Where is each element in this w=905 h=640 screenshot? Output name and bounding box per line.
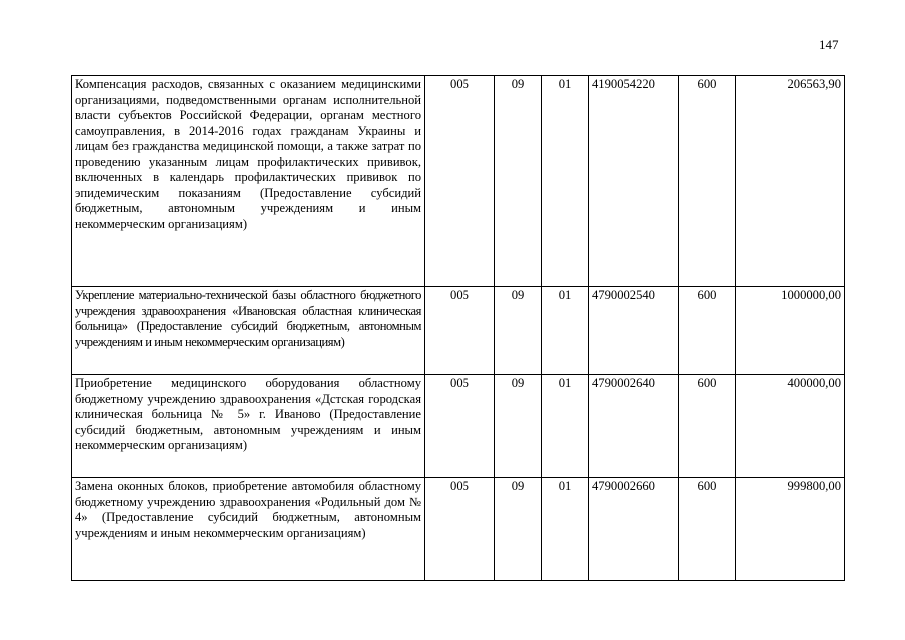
expense-type-code: 600: [679, 76, 736, 287]
target-article-code: 4190054220: [589, 76, 679, 287]
ministry-code: 005: [425, 287, 495, 375]
table-row: [72, 478, 845, 581]
amount-value: 206563,90: [736, 76, 845, 287]
page-number: 147: [819, 37, 839, 52]
section-code: 09: [495, 287, 542, 375]
amount-value: 999800,00: [736, 478, 845, 581]
table-row: [72, 76, 845, 287]
expense-type-code: 600: [679, 287, 736, 375]
target-article-code: 4790002640: [589, 375, 679, 478]
budget-table: [71, 75, 845, 581]
section-code: 09: [495, 76, 542, 287]
subsection-code: 01: [542, 76, 589, 287]
section-code: 09: [495, 375, 542, 478]
amount-value: 400000,00: [736, 375, 845, 478]
ministry-code: 005: [425, 478, 495, 581]
amount-value: 1000000,00: [736, 287, 845, 375]
table-row: [72, 287, 845, 375]
table-row: [72, 375, 845, 478]
ministry-code: 005: [425, 76, 495, 287]
row-description: Компенсация расходов, связанных с оказанием медицинскими организациями, подведомственными органам исполнительной власти субъектов Российской Федерации, органам местного самоуправления, в 2014-2016 годах гражданам Украины и лицам без гражданства медицинской помощи, а также затрат по проведению указанным лицам профилактических прививок, включенных в календарь профилактических прививок по эпидемическим показаниям (Предоставление субсидий бюджетным, автономным учреждениям и иным некоммерческим организациям): [72, 76, 425, 287]
ministry-code: 005: [425, 375, 495, 478]
subsection-code: 01: [542, 375, 589, 478]
target-article-code: 4790002660: [589, 478, 679, 581]
subsection-code: 01: [542, 287, 589, 375]
expense-type-code: 600: [679, 375, 736, 478]
target-article-code: 4790002540: [589, 287, 679, 375]
row-description: Замена оконных блоков, приобретение автомобиля областному бюджетному учреждению здравоохранения «Родильный дом № 4» (Предоставление субсидий бюджетным, автономным учреждениям и иным некоммерческим организациям): [72, 478, 425, 581]
section-code: 09: [495, 478, 542, 581]
subsection-code: 01: [542, 478, 589, 581]
row-description: Приобретение медицинского оборудования областному бюджетному учреждению здравоохранения «Дстская городская клиническая больница № 5» г. Иваново (Предоставление субсидий бюджетным, автономным учреждениям и иным некоммерческим организациям): [72, 375, 425, 478]
row-description: Укрепление материально-технической базы областного бюджетного учреждения здравоохранения «Ивановская областная клиническая больница» (Предоставление субсидий бюджетным, автономным учреждениям и иным некоммерческим организациям): [72, 287, 425, 375]
expense-type-code: 600: [679, 478, 736, 581]
